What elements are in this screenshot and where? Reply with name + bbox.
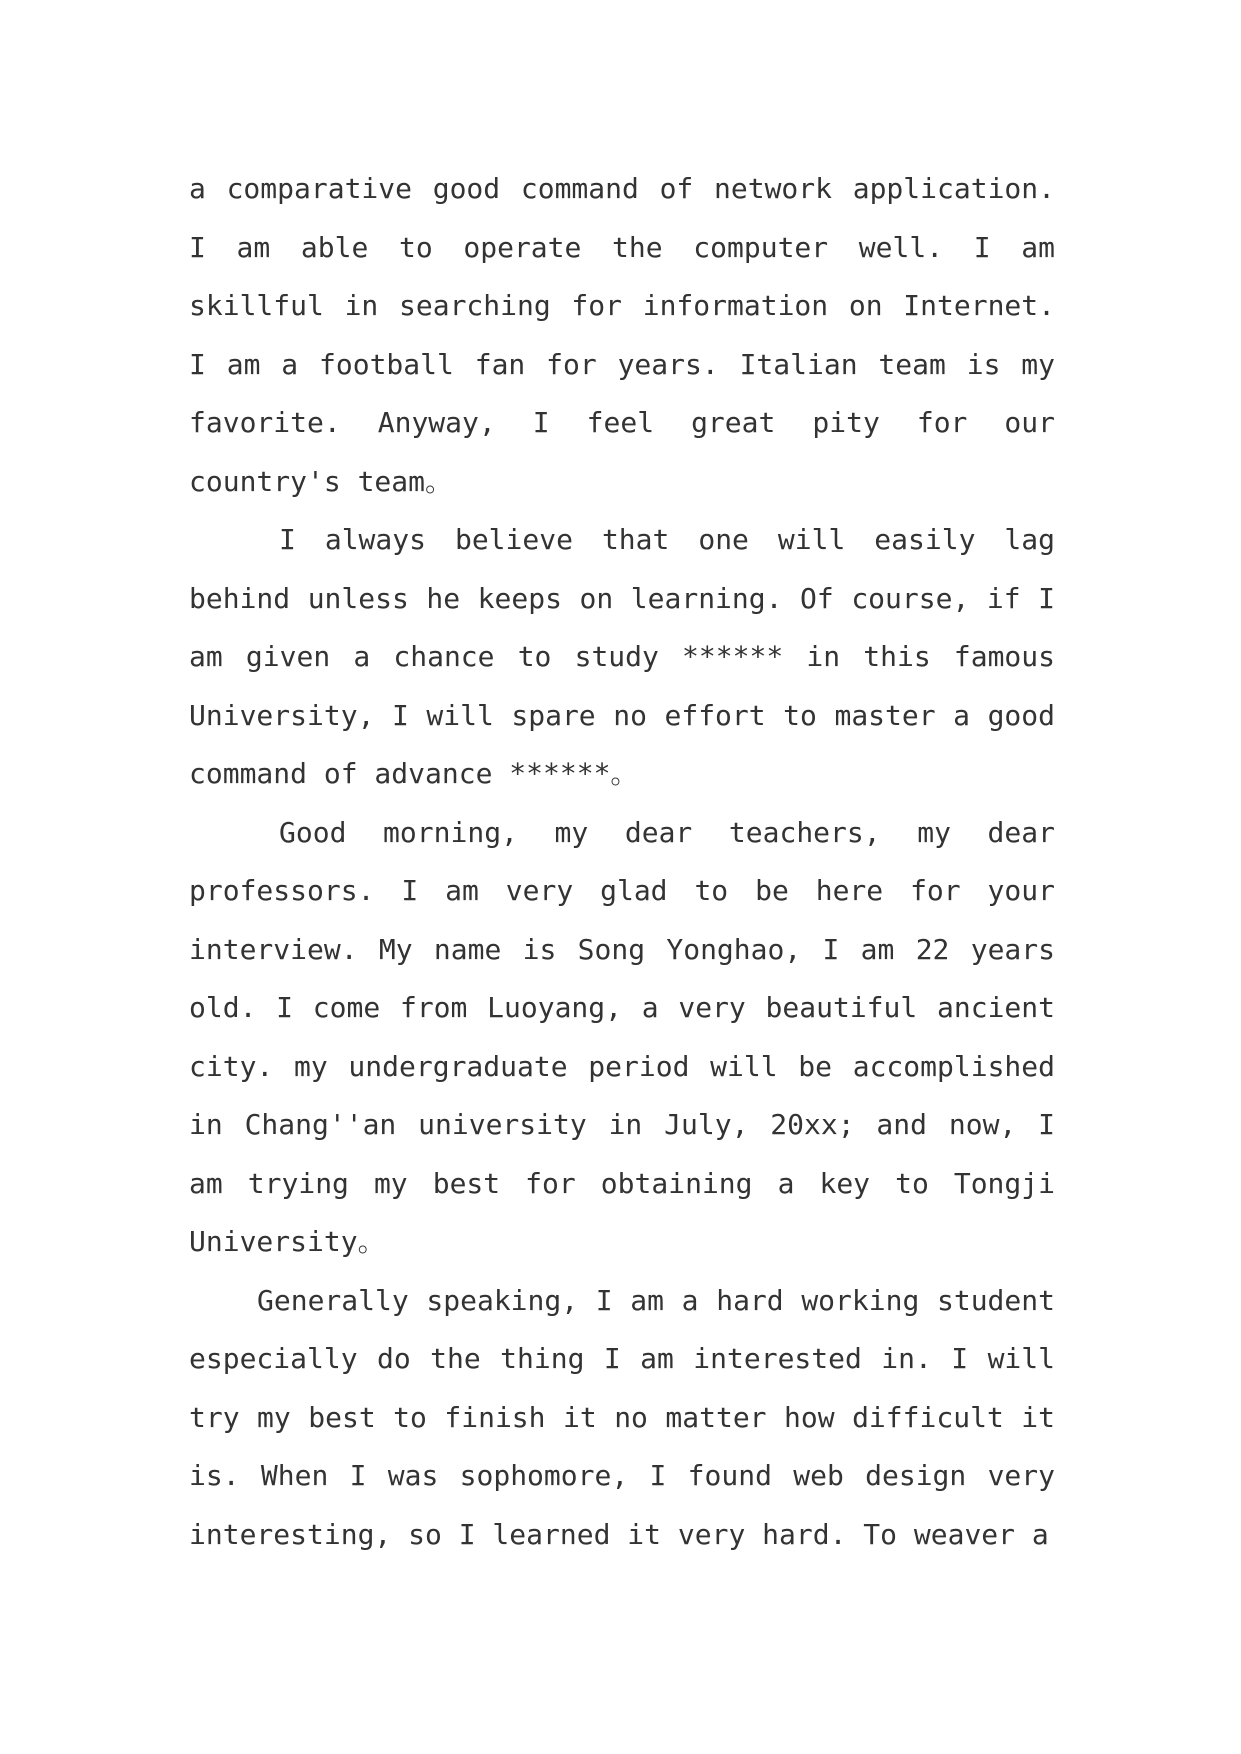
paragraph-learning-belief: I always believe that one will easily lag behind unless he keeps on learning. Of course, if I am given a chance to study ****** in this famous University, I will spare no effort to master a good command of advance ******。 <box>189 523 1055 790</box>
paragraph-network-skills: a comparative good command of network application. I am able to operate the computer well. I am skillful in searching for information on Internet. I am a football fan for years. Italian team is my favorite. Anyway, I feel great pity for our country's team。 <box>189 172 1055 498</box>
document-body <box>189 160 1055 1564</box>
paragraph-greeting-intro: Good morning, my dear teachers, my dear professors. I am very glad to be here for your interview. My name is Song Yonghao, I am 22 years old. I come from Luoyang, a very beautiful ancient city. my undergraduate period will be accomplished in Chang''an university in July, 20xx; and now, I am trying my best for obtaining a key to Tongji University。 <box>189 815 1055 1258</box>
paragraph-hard-working: Generally speaking, I am a hard working student especially do the thing I am interested in. I will try my best to finish it no matter how difficult it is. When I was sophomore, I found web design very interesting, so I learned it very hard. To weaver a <box>189 1283 1055 1551</box>
